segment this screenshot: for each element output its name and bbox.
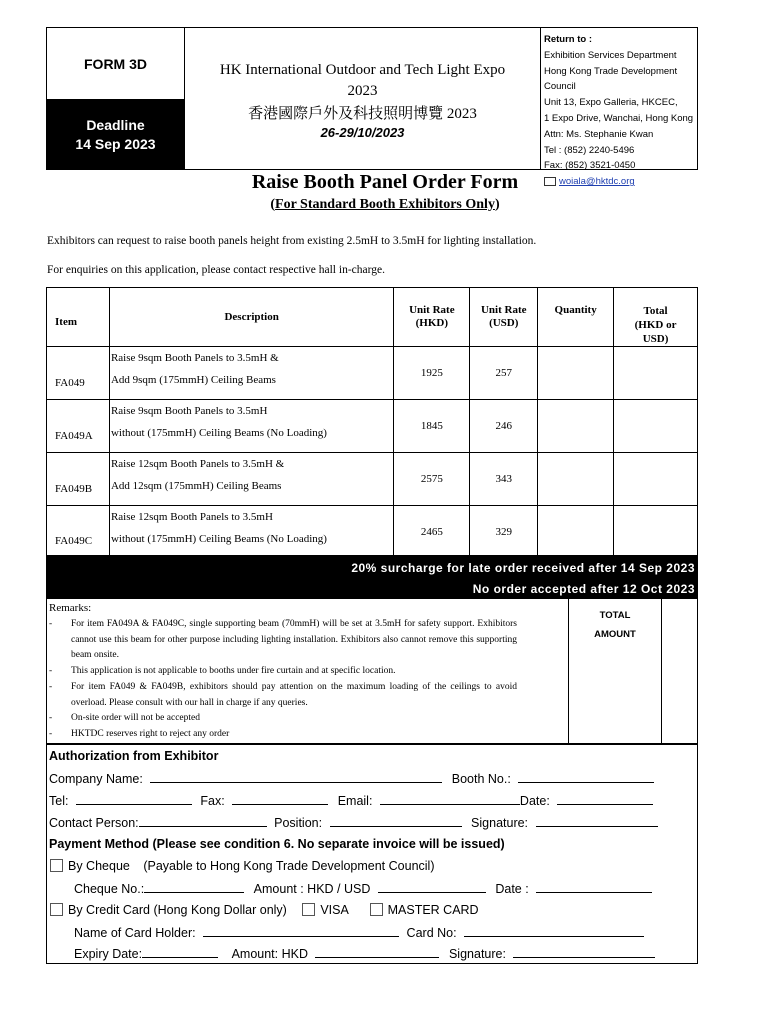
- quantity-input[interactable]: [538, 400, 614, 453]
- cheque-date-field[interactable]: [536, 881, 652, 893]
- by-credit-card-checkbox[interactable]: [50, 903, 63, 916]
- table-row: [47, 347, 698, 400]
- return-line: Exhibition Services Department: [544, 49, 677, 61]
- booth-no-label: Booth No.:: [451, 772, 511, 786]
- by-credit-card-label: By Credit Card (Hong Kong Dollar only): [68, 903, 287, 917]
- return-line: Tel : (852) 2240-5496: [544, 144, 635, 156]
- by-cheque-checkbox[interactable]: [50, 859, 63, 872]
- booth-no-field[interactable]: [518, 771, 654, 783]
- visa-label: VISA: [320, 903, 349, 917]
- email-link[interactable]: woiala@hktdc.org: [559, 176, 635, 188]
- table-row: [47, 400, 698, 453]
- unit-rate-hkd: 2575: [394, 453, 470, 506]
- position-field[interactable]: [330, 815, 462, 827]
- remark-item: - This application is not applicable to booths under fire curtain and at specific location.: [47, 664, 517, 680]
- cheque-payable-note: (Payable to Hong Kong Trade Development Council): [143, 859, 435, 873]
- tel-label: Tel:: [49, 794, 69, 808]
- table-row: [47, 506, 698, 558]
- quantity-input[interactable]: [538, 347, 614, 400]
- cheque-date-label: Date :: [495, 882, 529, 896]
- date-label: Date:: [519, 794, 550, 808]
- cheque-amount-label: Amount : HKD / USD: [253, 882, 371, 896]
- enquiry-text: For enquiries on this application, please contact respective hall in-charge.: [47, 264, 385, 276]
- expiry-date-label: Expiry Date:: [74, 947, 143, 961]
- item-code: FA049: [47, 347, 110, 400]
- cheque-details-row: [74, 881, 652, 896]
- form-id: FORM 3D: [84, 55, 147, 72]
- remarks-label: Remarks:: [49, 602, 92, 614]
- intro-text: Exhibitors can request to raise booth panels height from existing 2.5mH to 3.5mH for lighting installation.: [47, 235, 537, 247]
- card-holder-field[interactable]: [203, 925, 399, 937]
- item-code: FA049A: [47, 400, 110, 453]
- col-unit-hkd: Unit Rate (HKD): [394, 288, 470, 347]
- item-description: Raise 12sqm Booth Panels to 3.5mH & Add 12sqm (175mmH) Ceiling Beams: [109, 453, 393, 506]
- cheque-amount-field[interactable]: [378, 881, 486, 893]
- deadline-date: 14 Sep 2023: [75, 135, 156, 152]
- return-line: Attn: Ms. Stephanie Kwan: [544, 128, 654, 140]
- col-unit-usd: Unit Rate (USD): [470, 288, 538, 347]
- by-cheque-label: By Cheque: [68, 859, 130, 873]
- contact-row: [49, 793, 653, 808]
- card-signature-field[interactable]: [513, 946, 655, 958]
- col-total: Total (HKD or USD): [614, 288, 698, 347]
- unit-rate-hkd: 1845: [394, 400, 470, 453]
- deadline-box: [47, 99, 184, 170]
- email-field[interactable]: [380, 793, 520, 805]
- page-title: Raise Booth Panel Order Form: [251, 171, 519, 193]
- card-holder-label: Name of Card Holder:: [74, 926, 196, 940]
- remarks-section: [46, 599, 698, 744]
- event-name-zh: 香港國際戶外及科技照明博覽 2023: [248, 106, 477, 122]
- item-description: Raise 12sqm Booth Panels to 3.5mH without (175mmH) Ceiling Beams (No Loading): [109, 506, 393, 558]
- remark-item: - On-site order will not be accepted: [47, 711, 517, 727]
- late-surcharge-notice: 20% surcharge for late order received after 14 Sep 2023: [351, 561, 695, 575]
- quantity-input[interactable]: [538, 453, 614, 506]
- payment-heading: Payment Method (Please see condition 6. No separate invoice will be issued): [49, 837, 505, 851]
- authorization-heading: Authorization from Exhibitor: [49, 749, 219, 763]
- card-amount-field[interactable]: [315, 946, 439, 958]
- quantity-input[interactable]: [538, 506, 614, 558]
- event-dates: 26-29/10/2023: [320, 125, 405, 140]
- remarks-list: [47, 617, 517, 743]
- authorization-section: [46, 744, 698, 964]
- person-row: [49, 815, 658, 830]
- deadline-notice-bar: [46, 555, 698, 599]
- item-code: FA049B: [47, 453, 110, 506]
- unit-rate-hkd: 2465: [394, 506, 470, 558]
- total-amount-field[interactable]: [660, 599, 698, 743]
- deadline-label: Deadline: [86, 116, 145, 133]
- total-input[interactable]: [614, 453, 698, 506]
- email-label: Email:: [337, 794, 373, 808]
- col-quantity: Quantity: [538, 288, 614, 347]
- event-year: 2023: [347, 83, 378, 99]
- position-label: Position:: [274, 816, 323, 830]
- fax-label: Fax:: [200, 794, 225, 808]
- return-line: Fax: (852) 3521-0450: [544, 160, 636, 172]
- return-to-label: Return to :: [544, 34, 593, 45]
- master-card-label: MASTER CARD: [387, 903, 479, 917]
- col-item: Item: [47, 288, 110, 347]
- credit-card-row: [50, 903, 479, 917]
- total-amount-label: TOTAL AMOUNT: [568, 599, 662, 743]
- return-line: 1 Expo Drive, Wanchai, Hong Kong: [544, 112, 694, 124]
- event-info: [184, 28, 541, 170]
- tel-field[interactable]: [76, 793, 192, 805]
- unit-rate-usd: 257: [470, 347, 538, 400]
- card-signature-label: Signature:: [448, 947, 506, 961]
- contact-person-field[interactable]: [139, 815, 267, 827]
- total-input[interactable]: [614, 347, 698, 400]
- col-description: Description: [109, 288, 393, 347]
- remark-item: - HKTDC reserves right to reject any order: [47, 727, 517, 743]
- cheque-no-label: Cheque No.:: [74, 882, 145, 896]
- expiry-date-field[interactable]: [142, 946, 218, 958]
- item-description: Raise 9sqm Booth Panels to 3.5mH & Add 9sqm (175mmH) Ceiling Beams: [109, 347, 393, 400]
- event-name-en: HK International Outdoor and Tech Light Expo: [219, 62, 506, 78]
- expiry-row: [74, 946, 655, 961]
- visa-checkbox[interactable]: [302, 903, 315, 916]
- return-line: Unit 13, Expo Galleria, HKCEC,: [544, 97, 678, 109]
- total-input[interactable]: [614, 506, 698, 558]
- master-card-checkbox[interactable]: [370, 903, 383, 916]
- company-row: [49, 771, 654, 786]
- remark-item: - For item FA049A & FA049C, single supporting beam (70mmH) will be set at 3.5mH for safety support. Exhibitors cannot use this beam for other purpose including lighting installation. Exhibitors also cannot remove this supporting beam onsite.: [47, 617, 517, 664]
- table-header-row: [47, 288, 698, 347]
- contact-person-label: Contact Person:: [49, 816, 139, 830]
- cheque-row: [50, 859, 434, 873]
- unit-rate-usd: 246: [470, 400, 538, 453]
- fax-field[interactable]: [232, 793, 328, 805]
- page-subtitle: (For Standard Booth Exhibitors Only): [270, 197, 500, 212]
- cheque-no-field[interactable]: [144, 881, 244, 893]
- card-amount-label: Amount: HKD: [231, 947, 308, 961]
- return-line: Hong Kong Trade Development Council: [544, 65, 678, 93]
- company-name-field[interactable]: [150, 771, 442, 783]
- signature-label: Signature:: [471, 816, 529, 830]
- item-code: FA049C: [47, 506, 110, 558]
- cutoff-notice: No order accepted after 12 Oct 2023: [472, 582, 695, 596]
- card-no-label: Card No:: [406, 926, 457, 940]
- order-table: [46, 287, 698, 558]
- signature-field[interactable]: [536, 815, 658, 827]
- unit-rate-usd: 329: [470, 506, 538, 558]
- return-to: [544, 32, 696, 190]
- unit-rate-usd: 343: [470, 453, 538, 506]
- company-name-label: Company Name:: [49, 772, 143, 786]
- item-description: Raise 9sqm Booth Panels to 3.5mH without (175mmH) Ceiling Beams (No Loading): [109, 400, 393, 453]
- card-no-field[interactable]: [464, 925, 644, 937]
- card-holder-row: [74, 925, 644, 940]
- remark-item: - For item FA049 & FA049B, exhibitors should pay attention on the maximum loading of the ceilings to avoid overload. Please consult with our hall in charge if any queries.: [47, 680, 517, 711]
- date-field[interactable]: [557, 793, 653, 805]
- unit-rate-hkd: 1925: [394, 347, 470, 400]
- total-input[interactable]: [614, 400, 698, 453]
- table-row: [47, 453, 698, 506]
